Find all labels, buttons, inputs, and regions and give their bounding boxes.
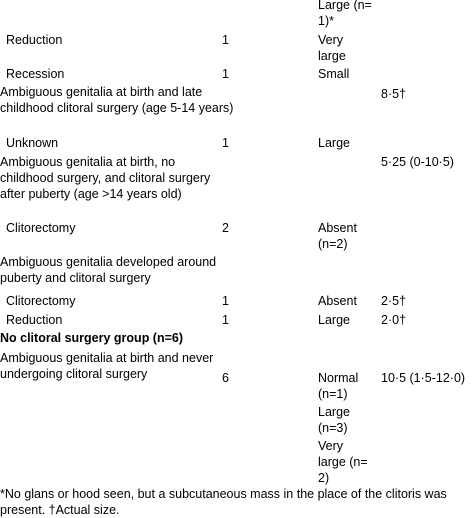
group-heading: No clitoral surgery group (n=6)	[0, 331, 184, 345]
surgery-type: Clitorectomy	[6, 294, 76, 308]
clitoris-length: 8·5†	[381, 87, 407, 101]
surgery-type: Unknown	[6, 136, 59, 150]
patient-count: 1	[222, 67, 229, 81]
group-description: Ambiguous genitalia at birth, no childhood surgery, and clitoral surgery after puberty (age >14 years old)	[0, 155, 211, 201]
group-description: Ambiguous genitalia developed around puberty and clitoral surgery	[0, 255, 217, 285]
clitoris-length: 10·5 (1·5-12·0)	[381, 371, 466, 385]
clitoris-size: Large	[318, 136, 350, 150]
clitoris-size: Absent	[318, 294, 357, 308]
clitoris-length: 5·25 (0-10·5)	[381, 155, 454, 169]
patient-count: 1	[222, 294, 229, 308]
clitoris-size: Normal (n=1)	[318, 371, 359, 401]
clitoris-size: Absent (n=2)	[318, 221, 357, 251]
clitoris-size: Large	[318, 313, 350, 327]
clitoris-length: 2·5†	[381, 294, 407, 308]
surgery-type: Recession	[6, 67, 65, 81]
surgery-type: Reduction	[6, 33, 63, 47]
clitoris-size: Small	[318, 67, 350, 81]
patient-count: 1	[222, 313, 229, 327]
clitoris-size: Very large (n= 2)	[318, 439, 368, 485]
clitoris-size: Large (n= 1)*	[318, 0, 372, 28]
patient-count: 1	[222, 136, 229, 150]
table-footnote: *No glans or hood seen, but a subcutaneous mass in the place of the clitoris was present. †Actual size.	[0, 487, 447, 517]
group-description: Ambiguous genitalia at birth and late childhood clitoral surgery (age 5-14 years)	[0, 85, 234, 115]
clitoris-length: 2·0†	[381, 313, 407, 327]
patient-count: 2	[222, 221, 229, 235]
patient-count: 1	[222, 33, 229, 47]
patient-count: 6	[222, 371, 229, 385]
surgery-type: Clitorectomy	[6, 221, 76, 235]
clitoris-size: Very large	[318, 33, 346, 63]
clitoris-size: Large (n=3)	[318, 405, 350, 435]
group-description: Ambiguous genitalia at birth and never undergoing clitoral surgery	[0, 351, 214, 381]
surgery-type: Reduction	[6, 313, 63, 327]
